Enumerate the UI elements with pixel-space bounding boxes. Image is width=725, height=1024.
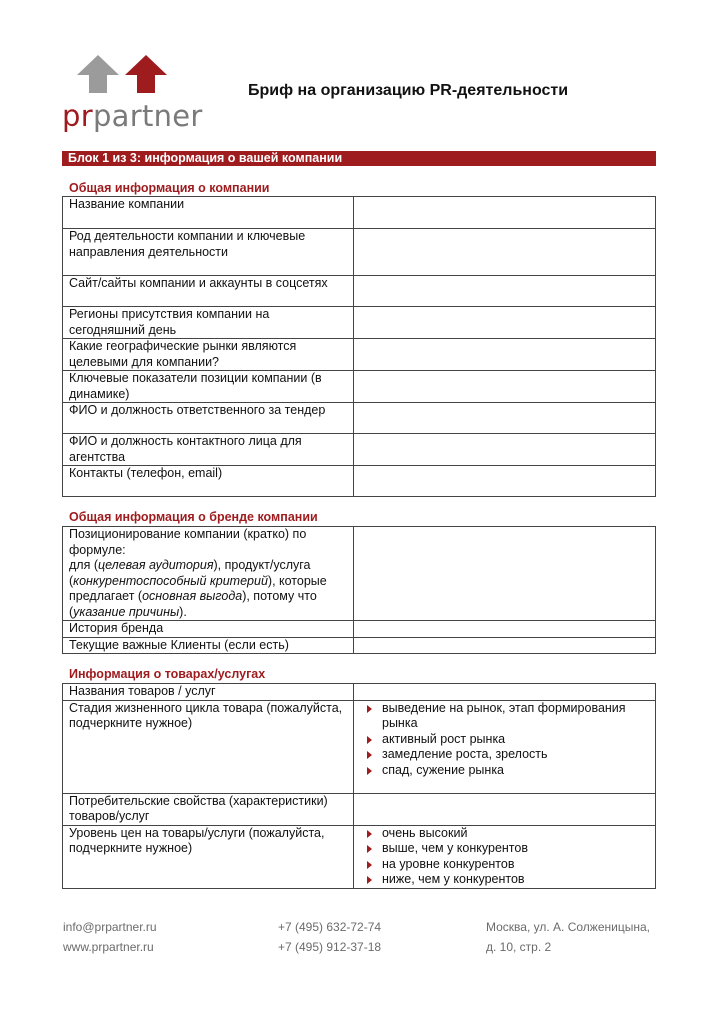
answer-field[interactable] bbox=[354, 434, 656, 466]
row-label: Уровень цен на товары/услуги (пожалуйста, подчеркните нужное) bbox=[63, 825, 354, 888]
footer-address bbox=[486, 917, 650, 957]
row-label: Род деятельности компании и ключевые направления деятельности bbox=[63, 229, 354, 276]
section-title-brand: Общая информация о бренде компании bbox=[69, 510, 318, 524]
answer-field[interactable] bbox=[354, 339, 656, 371]
row-label: Потребительские свойства (характеристики) товаров/услуг bbox=[63, 793, 354, 825]
section-title-company: Общая информация о компании bbox=[69, 181, 270, 195]
footer-address-line: Москва, ул. А. Солженицына, bbox=[486, 920, 650, 934]
lifecycle-option[interactable]: замедление роста, зрелость bbox=[360, 747, 649, 763]
price-option[interactable]: ниже, чем у конкурентов bbox=[360, 872, 649, 888]
answer-field[interactable] bbox=[354, 371, 656, 403]
row-label: Стадия жизненного цикла товара (пожалуйста, подчеркните нужное) bbox=[63, 700, 354, 793]
brand-info-table bbox=[62, 526, 656, 654]
page-title: Бриф на организацию PR-деятельности bbox=[248, 82, 569, 99]
lifecycle-options bbox=[354, 700, 656, 793]
answer-field[interactable] bbox=[354, 466, 656, 497]
footer-phone: +7 (495) 912-37-18 bbox=[278, 940, 382, 954]
footer-email[interactable]: info@prpartner.ru bbox=[63, 920, 157, 934]
positioning-label: Позиционирование компании (кратко) по формуле: для (целевая аудитория), продукт/услуга (конкурентоспособный критерий), которые предлагает (основная выгода), потому что (указание причины). bbox=[63, 527, 354, 621]
footer-contacts-web bbox=[63, 917, 157, 957]
answer-field[interactable] bbox=[354, 621, 656, 638]
lifecycle-option[interactable]: выведение на рынок, этап формирования рынка bbox=[360, 701, 649, 732]
price-option[interactable]: на уровне конкурентов bbox=[360, 857, 649, 873]
lifecycle-option[interactable]: спад, сужение рынка bbox=[360, 763, 649, 779]
price-option[interactable]: выше, чем у конкурентов bbox=[360, 841, 649, 857]
section-title-products: Информация о товарах/услугах bbox=[69, 667, 266, 681]
row-label: Какие географические рынки являются целевыми для компании? bbox=[63, 339, 354, 371]
footer-phones bbox=[278, 917, 381, 957]
row-label: Текущие важные Клиенты (если есть) bbox=[63, 637, 354, 654]
answer-field[interactable] bbox=[354, 403, 656, 434]
price-option[interactable]: очень высокий bbox=[360, 826, 649, 842]
logo-wordmark: prpartner bbox=[62, 99, 203, 133]
footer-address-line: д. 10, стр. 2 bbox=[486, 940, 552, 954]
answer-field[interactable] bbox=[354, 793, 656, 825]
answer-field[interactable] bbox=[354, 307, 656, 339]
company-logo bbox=[62, 55, 203, 133]
row-label: История бренда bbox=[63, 621, 354, 638]
answer-field[interactable] bbox=[354, 276, 656, 307]
price-options bbox=[354, 825, 656, 888]
row-label: Сайт/сайты компании и аккаунты в соцсетях bbox=[63, 276, 354, 307]
row-label: Название компании bbox=[63, 197, 354, 229]
row-label: Контакты (телефон, email) bbox=[63, 466, 354, 497]
lifecycle-option[interactable]: активный рост рынка bbox=[360, 732, 649, 748]
logo-arrows-icon bbox=[76, 55, 181, 95]
answer-field[interactable] bbox=[354, 197, 656, 229]
row-label: Регионы присутствия компании на сегодняшний день bbox=[63, 307, 354, 339]
row-label: Ключевые показатели позиции компании (в динамике) bbox=[63, 371, 354, 403]
block-header-bar: Блок 1 из 3: информация о вашей компании bbox=[62, 151, 656, 166]
answer-field[interactable] bbox=[354, 684, 656, 701]
answer-field[interactable] bbox=[354, 527, 656, 621]
footer-website[interactable]: www.prpartner.ru bbox=[63, 940, 154, 954]
company-info-table bbox=[62, 196, 656, 497]
footer-phone: +7 (495) 632-72-74 bbox=[278, 920, 382, 934]
answer-field[interactable] bbox=[354, 637, 656, 654]
products-info-table bbox=[62, 683, 656, 889]
answer-field[interactable] bbox=[354, 229, 656, 276]
row-label: ФИО и должность контактного лица для агентства bbox=[63, 434, 354, 466]
row-label: ФИО и должность ответственного за тендер bbox=[63, 403, 354, 434]
row-label: Названия товаров / услуг bbox=[63, 684, 354, 701]
